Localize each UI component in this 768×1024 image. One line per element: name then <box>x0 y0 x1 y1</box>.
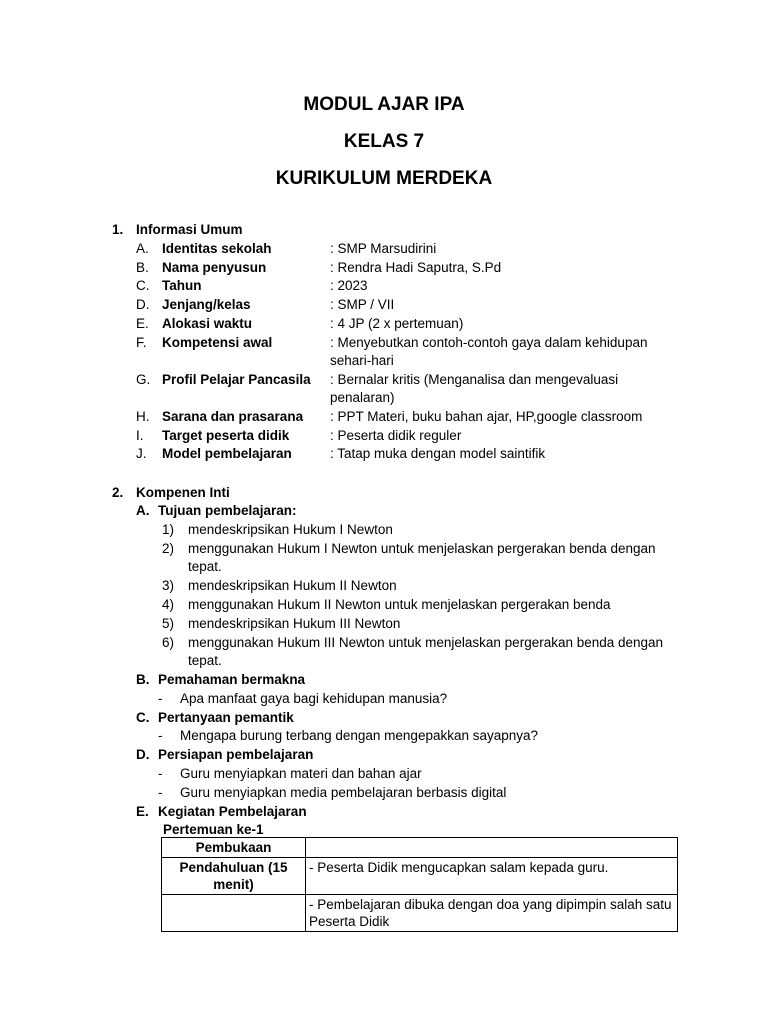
section-2-number: 2. <box>112 485 124 500</box>
activity-table <box>161 837 678 932</box>
info-value: : PPT Materi, buku bahan ajar, HP,google classroom <box>330 409 643 424</box>
table-cell-phase <box>162 895 306 932</box>
info-value: : 4 JP (2 x pertemuan) <box>330 316 464 331</box>
info-label: Nama penyusun <box>162 260 267 275</box>
subsection-heading: Kegiatan Pembelajaran <box>158 804 307 819</box>
table-cell-activity: - Peserta Didik mengucapkan salam kepada guru. <box>306 858 678 895</box>
subsection-letter: A. <box>136 503 150 518</box>
info-label: Profil Pelajar Pancasila <box>162 372 311 387</box>
subsection-letter: D. <box>136 747 150 762</box>
info-letter: G. <box>136 372 151 387</box>
title-line-2: KELAS 7 <box>343 131 425 152</box>
objective-text: mendeskripsikan Hukum III Newton <box>188 616 401 631</box>
objective-text: menggunakan Hukum I Newton untuk menjelaskan pergerakan benda dengan <box>188 541 656 556</box>
section-1-number: 1. <box>112 222 124 237</box>
subsection-heading: Tujuan pembelajaran: <box>158 503 297 518</box>
info-letter: I. <box>136 428 144 443</box>
table-cell-activity <box>306 838 678 858</box>
objective-text: menggunakan Hukum II Newton untuk menjelaskan pergerakan benda <box>188 597 611 612</box>
info-value: : 2023 <box>330 278 368 293</box>
objective-text: mendeskripsikan Hukum I Newton <box>188 522 393 537</box>
table-row <box>162 895 678 932</box>
info-label: Kompetensi awal <box>162 335 273 350</box>
info-letter: J. <box>136 446 147 461</box>
title-line-3: KURIKULUM MERDEKA <box>275 168 493 189</box>
meeting-label: Pertemuan ke-1 <box>163 822 264 837</box>
info-label: Target peserta didik <box>162 428 290 443</box>
bullet-text: Apa manfaat gaya bagi kehidupan manusia? <box>180 691 448 706</box>
bullet-dash: - <box>158 728 163 743</box>
section-1-heading: Informasi Umum <box>136 222 243 237</box>
table-row <box>162 838 678 858</box>
bullet-dash: - <box>158 785 163 800</box>
info-value: : Peserta didik reguler <box>330 428 462 443</box>
info-value: : Tatap muka dengan model saintifik <box>330 446 546 461</box>
info-letter: D. <box>136 297 150 312</box>
info-label: Identitas sekolah <box>162 241 272 256</box>
info-label: Sarana dan prasarana <box>162 409 304 424</box>
table-cell-phase: Pembukaan <box>162 838 306 858</box>
bullet-text: Mengapa burung terbang dengan mengepakkan sayapnya? <box>180 728 539 743</box>
info-value-continued: sehari-hari <box>330 353 394 368</box>
subsection-letter: B. <box>136 672 150 687</box>
info-value: : Bernalar kritis (Menganalisa dan mengevaluasi <box>330 372 619 387</box>
info-label: Jenjang/kelas <box>162 297 251 312</box>
objective-text-continued: tepat. <box>188 653 222 668</box>
info-letter: F. <box>136 335 147 350</box>
objective-text: mendeskripsikan Hukum II Newton <box>188 578 397 593</box>
section-2-heading: Kompenen Inti <box>136 485 230 500</box>
bullet-dash: - <box>158 691 163 706</box>
subsection-letter: E. <box>136 804 149 819</box>
info-letter: H. <box>136 409 150 424</box>
info-letter: B. <box>136 260 149 275</box>
table-cell-activity: - Pembelajaran dibuka dengan doa yang dipimpin salah satu Peserta Didik <box>306 895 678 932</box>
bullet-dash: - <box>158 766 163 781</box>
bullet-text: Guru menyiapkan media pembelajaran berbasis digital <box>180 785 507 800</box>
info-label: Tahun <box>162 278 202 293</box>
subsection-letter: C. <box>136 710 150 725</box>
info-letter: C. <box>136 278 150 293</box>
objective-number: 4) <box>162 597 175 612</box>
title-line-1: MODUL AJAR IPA <box>303 94 465 115</box>
bullet-text: Guru menyiapkan materi dan bahan ajar <box>180 766 422 781</box>
objective-number: 1) <box>162 522 175 537</box>
info-value: : SMP Marsudirini <box>330 241 437 256</box>
subsection-heading: Pemahaman bermakna <box>158 672 306 687</box>
info-value: : SMP / VII <box>330 297 395 312</box>
info-label: Alokasi waktu <box>162 316 253 331</box>
info-value: : Menyebutkan contoh-contoh gaya dalam kehidupan <box>330 335 648 350</box>
info-value: : Rendra Hadi Saputra, S.Pd <box>330 260 502 275</box>
table-cell-phase: Pendahuluan (15 menit) <box>162 858 306 895</box>
objective-number: 6) <box>162 635 175 650</box>
objective-text: menggunakan Hukum III Newton untuk menjelaskan pergerakan benda dengan <box>188 635 664 650</box>
subsection-heading: Pertanyaan pemantik <box>158 710 294 725</box>
info-letter: A. <box>136 241 149 256</box>
subsection-heading: Persiapan pembelajaran <box>158 747 314 762</box>
info-label: Model pembelajaran <box>162 446 292 461</box>
objective-text-continued: tepat. <box>188 559 222 574</box>
objective-number: 2) <box>162 541 175 556</box>
info-letter: E. <box>136 316 149 331</box>
info-value-continued: penalaran) <box>330 390 395 405</box>
objective-number: 5) <box>162 616 175 631</box>
table-row <box>162 858 678 895</box>
objective-number: 3) <box>162 578 175 593</box>
